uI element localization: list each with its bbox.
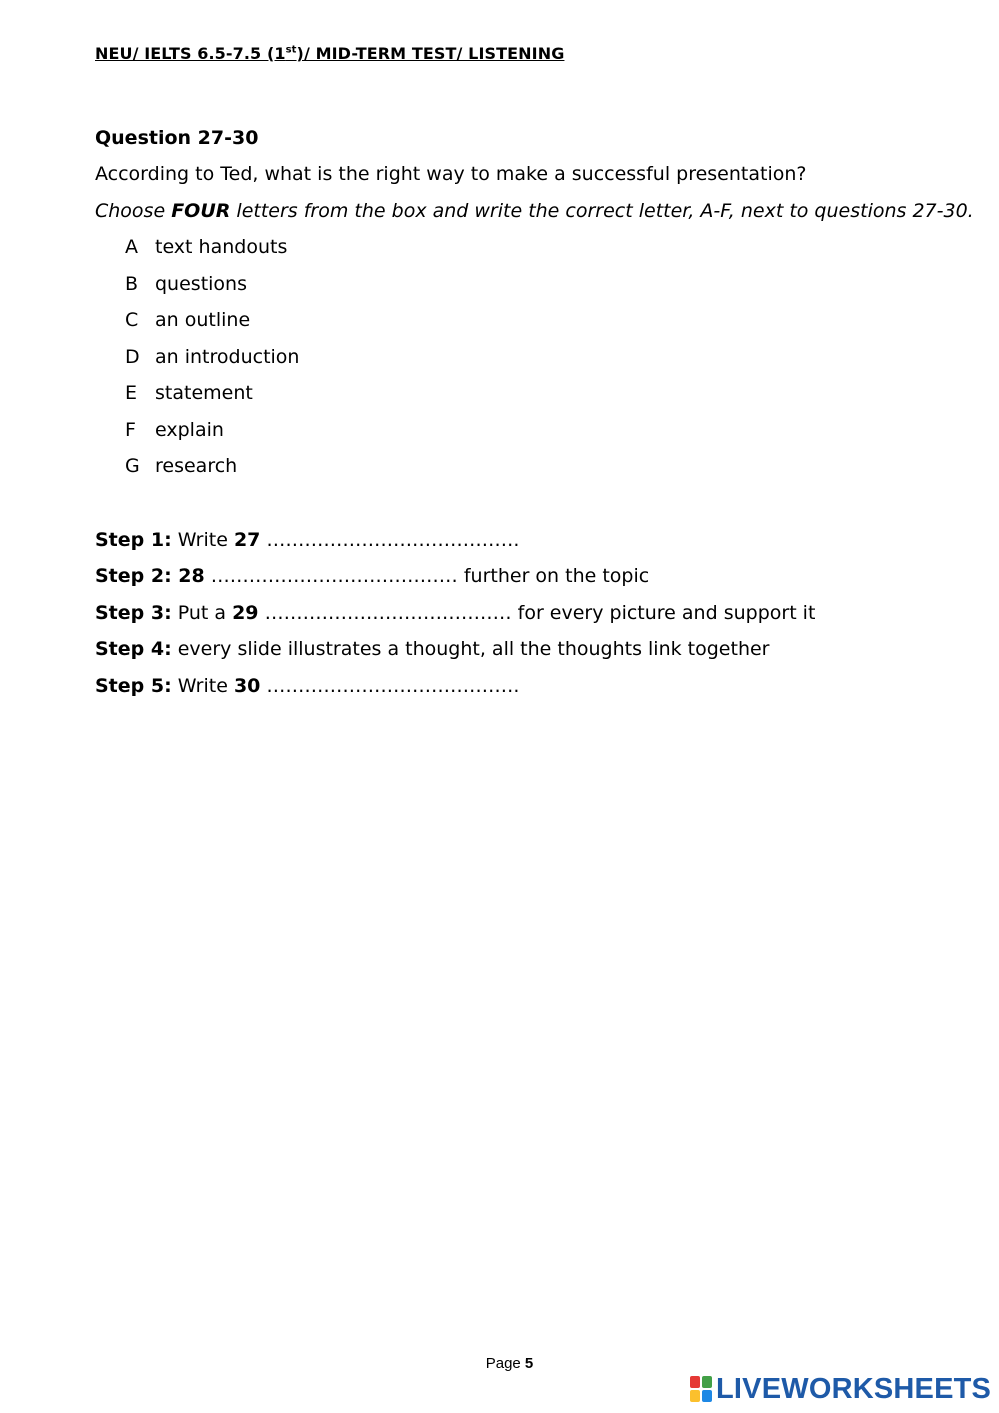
logo-square [690,1390,700,1402]
question-instruction [95,200,974,222]
option-text: questions [155,272,247,295]
answer-blank-28[interactable]: ………………………………… [204,565,464,587]
header-title-pre: NEU/ IELTS 6.5-7.5 (1 [95,44,286,63]
step-label: Step 5: [95,675,172,697]
step-text: further on the topic [463,565,650,587]
step-text: Write [171,675,234,697]
question-number: 29 [232,602,259,624]
step-1 [95,529,519,551]
option-text: an introduction [155,345,300,368]
page-number-value: 5 [524,1355,534,1372]
answer-blank-30[interactable]: …………………………………. [260,675,520,697]
option-letter: F [125,418,136,441]
option-item [125,346,299,383]
step-4 [95,638,770,660]
option-letter: D [125,345,140,368]
instruction-pre: Choose [95,200,172,222]
logo-square [690,1376,700,1388]
page-label: Page [485,1355,525,1372]
option-text: statement [155,382,253,404]
option-letter: A [125,236,138,258]
option-item [125,236,299,273]
step-label: Step 2: [95,565,172,587]
option-text: research [155,455,238,477]
logo-square [702,1376,712,1388]
option-item [125,309,299,346]
option-item [125,273,299,310]
answer-blank-27[interactable]: …………………………………. [260,529,520,551]
step-text: Put a [171,602,233,624]
answer-blank-29[interactable]: ………………………………… [258,602,518,624]
step-2 [95,565,649,587]
option-letter: B [125,272,139,295]
option-item [125,455,299,492]
liveworksheets-logo-icon [690,1376,712,1402]
option-letter: G [125,455,140,477]
header-title-sup: st [285,44,297,56]
instruction-post: letters from the box and write the correct letter, A-F, next to questions 27-30. [230,200,974,222]
question-number: 30 [233,675,261,697]
step-label: Step 4: [95,638,172,660]
option-letter: E [125,382,138,404]
step-text: every slide illustrates a thought, all the thoughts link together [171,638,770,660]
option-item [125,419,299,456]
step-5 [95,675,519,697]
options-list [125,236,299,492]
step-3 [95,602,815,624]
option-text: text handouts [155,236,288,258]
option-item [125,382,299,419]
step-label: Step 1: [95,529,172,551]
question-number: 28 [171,565,205,587]
option-text: explain [155,418,224,441]
instruction-bold: FOUR [171,200,231,222]
brand-name: LIVEWORKSHEETS [716,1372,992,1405]
document-header [95,44,564,63]
logo-square [702,1390,712,1402]
liveworksheets-brand[interactable] [690,1373,991,1405]
option-letter: C [125,309,139,331]
page-number [0,1355,999,1372]
step-label: Step 3: [95,602,172,624]
option-text: an outline [155,309,251,331]
step-text: for every picture and support it [517,602,816,624]
question-number: 27 [233,529,261,551]
question-title: Question 27-30 [95,127,259,149]
header-title-post: )/ MID-TERM TEST/ LISTENING [296,44,565,63]
question-prompt: According to Ted, what is the right way to make a successful presentation? [95,163,807,185]
step-text: Write [171,529,234,551]
